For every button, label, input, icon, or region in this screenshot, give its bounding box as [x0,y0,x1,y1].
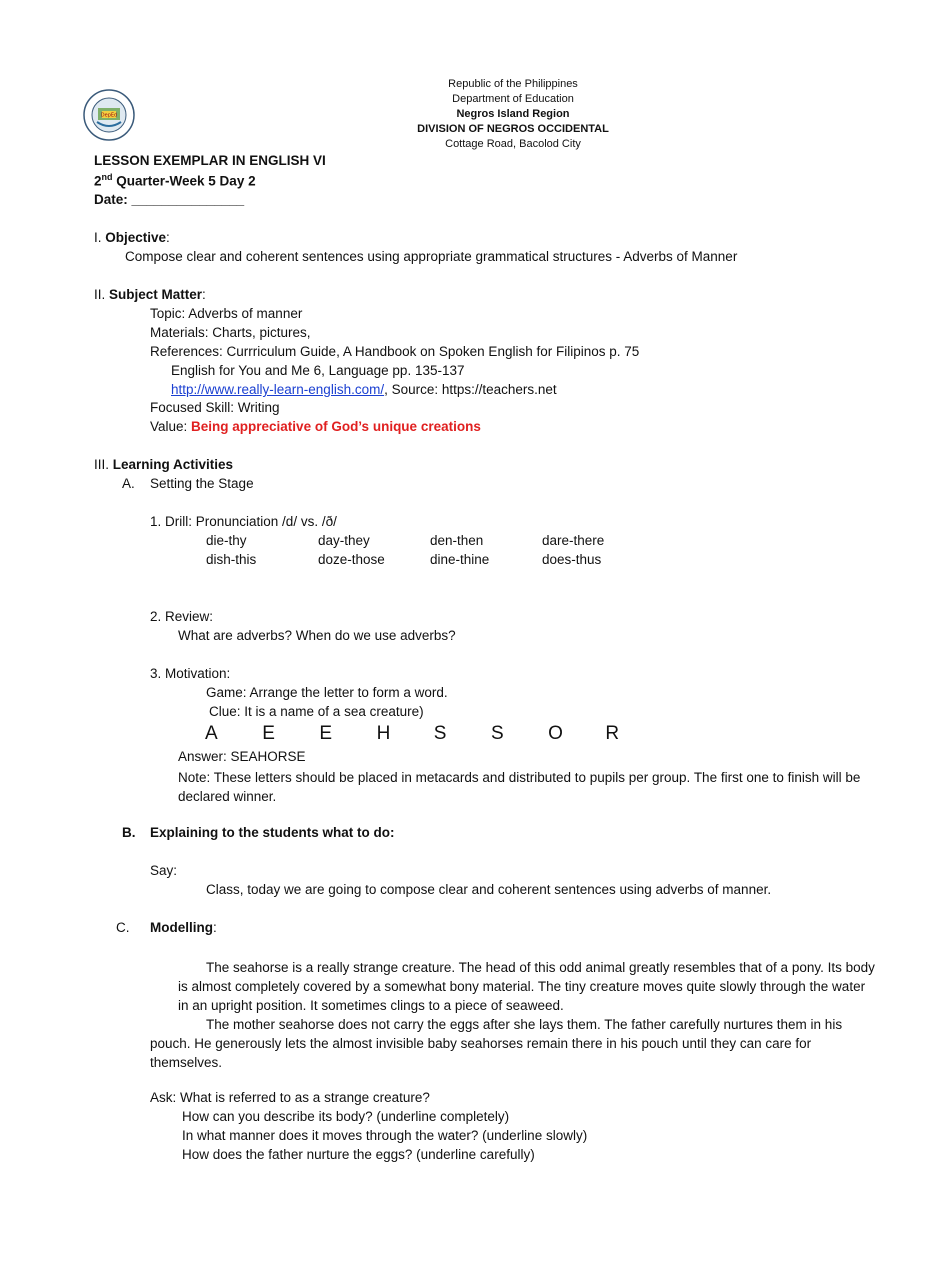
drill-word: doze-those [318,552,385,567]
activities-label: Learning Activities [112,457,234,472]
topic-line: Topic: Adverbs of manner [150,306,303,321]
section-b-label: Explaining to the students what to do: [150,825,395,840]
subject-label: Subject Matter [109,287,203,302]
section-c-heading [150,920,217,935]
drill-word: dish-this [206,552,257,567]
note-text: Note: These letters should be placed in metacards and distributed to pupils per group. The first one to finish will be declared winner. [178,770,861,804]
date-line: Date: _______________ [94,192,245,207]
activities-num: III. [94,457,113,472]
subject-colon: : [202,287,206,302]
story-paragraph-2: The mother seahorse does not carry the eggs after she lays them. The father carefully nurtures them in his pouch. He generously lets the almost invisible baby seahorses remain there in his pouch until they can care for themselves. [150,1017,843,1070]
review-heading: 2. Review: [150,609,214,624]
header-address: Cottage Road, Bacolod City [445,138,581,150]
section-c-letter: C. [116,920,130,935]
letter-card: R [605,723,620,744]
answer-line: Answer: SEAHORSE [178,749,306,764]
section-a-label: Setting the Stage [150,476,254,491]
story-paragraph-1: The seahorse is a really strange creature. The head of this odd animal greatly resembles that of a pony. Its body is almost completely covered by a somewhat bony material. The tiny creature moves quite slowly through the water in an upright position. It sometimes clings to a piece of seaweed. [178,960,875,1013]
section-c-colon: : [213,920,217,935]
objective-text: Compose clear and coherent sentences using appropriate grammatical structures - Adverbs of Manner [125,249,738,264]
subject-num: II. [94,287,110,302]
letter-cards [205,723,663,745]
letter-card: E [262,723,275,744]
references-line: References: Currriculum Guide, A Handbook on Spoken English for Filipinos p. 75 [150,344,640,359]
header-republic: Republic of the Philippines [448,78,578,90]
letter-card: S [433,723,447,744]
game-instruction: Game: Arrange the letter to form a word. [206,685,448,700]
quarter-suffix: nd [101,172,113,182]
materials-line: Materials: Charts, pictures, [150,325,311,340]
drill-word: dine-thine [430,552,490,567]
reference-link[interactable]: http://www.really-learn-english.com/ [171,382,385,397]
section-a-letter: A. [122,476,135,491]
objective-label: Objective [105,230,167,245]
review-question: What are adverbs? When do we use adverbs? [178,628,456,643]
ask-question: How can you describe its body? (underline completely) [182,1109,510,1124]
objective-heading [94,230,170,245]
ask-question: How does the father nurture the eggs? (underline carefully) [182,1147,535,1162]
letter-card: O [548,723,563,744]
drill-word: dare-there [542,533,605,548]
quarter-line [94,172,256,189]
drill-word: does-thus [542,552,602,567]
drill-word: den-then [430,533,484,548]
drill-word: die-thy [206,533,247,548]
quarter-number: 2 [94,173,102,189]
objective-num: I. [94,230,106,245]
drill-heading: 1. Drill: Pronunciation /d/ vs. /ð/ [150,514,337,529]
game-clue: Clue: It is a name of a sea creature) [209,704,424,719]
activities-heading [94,457,233,472]
header-region: Negros Island Region [456,108,570,120]
ask-question: In what manner does it moves through the water? (underline slowly) [182,1128,588,1143]
deped-seal [83,89,135,141]
skill-line: Focused Skill: Writing [150,400,280,415]
header-department: Department of Education [452,93,574,105]
say-text: Class, today we are going to compose clear and coherent sentences using adverbs of manner. [206,882,772,897]
quarter-rest: Quarter-Week 5 Day 2 [112,173,256,189]
objective-colon: : [166,230,170,245]
say-label: Say: [150,863,178,878]
letter-card: S [490,723,504,744]
drill-word: day-they [318,533,370,548]
subject-heading [94,287,206,302]
section-c-label: Modelling [150,920,213,935]
letter-card: A [205,723,218,744]
references-line-2: English for You and Me 6, Language pp. 135-137 [171,363,465,378]
value-line [150,419,481,434]
header-division: DIVISION OF NEGROS OCCIDENTAL [417,123,609,135]
section-b-letter: B. [122,825,136,840]
letter-card: E [319,723,333,744]
ask-line: Ask: What is referred to as a strange creature? [150,1090,430,1105]
value-label: Value: [150,419,192,434]
seal-center-text: DepEd [100,112,118,119]
value-text: Being appreciative of God’s unique creations [191,419,481,434]
motivation-heading: 3. Motivation: [150,666,231,681]
lesson-title: LESSON EXEMPLAR IN ENGLISH VI [94,153,326,168]
source-text: , Source: https://teachers.net [384,382,557,397]
references-link-line [171,382,557,397]
letter-card: H [376,723,391,744]
